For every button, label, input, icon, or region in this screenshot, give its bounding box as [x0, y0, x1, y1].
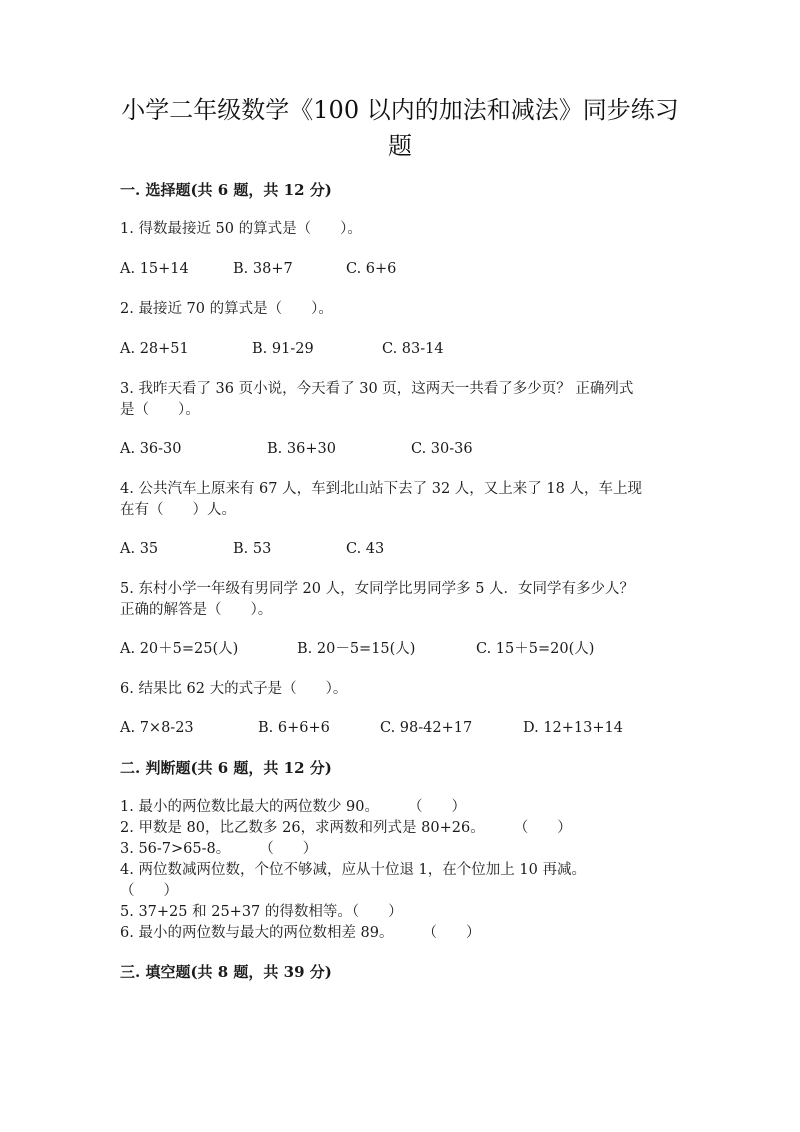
question-5-option-a: A. 20＋5=25(人) — [120, 641, 239, 657]
question-6-option-d: D. 12+13+14 — [523, 720, 623, 736]
question-1-text: 1. 得数最接近 50 的算式是（ ）。 — [120, 221, 362, 237]
question-3-option-b: B. 36+30 — [267, 441, 336, 457]
question-5-option-c: C. 15＋5=20(人) — [476, 641, 595, 657]
question-2-option-a: A. 28+51 — [120, 341, 189, 357]
section-heading-judgement: 二. 判断题(共 6 题，共 12 分) — [120, 759, 332, 777]
judgement-item-4: 4. 两位数减两位数，个位不够减，应从十位退 1，在个位加上 10 再减。 — [120, 862, 586, 878]
question-2-text: 2. 最接近 70 的算式是（ ）。 — [120, 301, 333, 317]
question-3-text-line-2: 是（ ）。 — [120, 402, 200, 418]
question-3-option-c: C. 30-36 — [411, 441, 473, 457]
question-5-text-line-1: 5. 东村小学一年级有男同学 20 人，女同学比男同学多 5 人．女同学有多少人？ — [120, 581, 635, 597]
question-1-option-b: B. 38+7 — [233, 261, 293, 277]
question-4-text-line-2: 在有（ ）人。 — [120, 502, 236, 518]
question-6-option-c: C. 98-42+17 — [380, 720, 473, 736]
section-heading-fill-blank: 三. 填空题(共 8 题，共 39 分) — [120, 963, 332, 981]
question-6-text: 6. 结果比 62 大的式子是（ ）。 — [120, 681, 348, 697]
judgement-item-5: 5. 37+25 和 25+37 的得数相等。（ ） — [120, 904, 403, 920]
title-line-1: 小学二年级数学《100 以内的加法和减法》同步练习 — [121, 96, 679, 124]
document-title — [100, 92, 700, 164]
judgement-item-1: 1. 最小的两位数比最大的两位数少 90。 （ ） — [120, 799, 467, 815]
title-line-2: 题 — [388, 132, 412, 160]
question-3-option-a: A. 36-30 — [120, 441, 182, 457]
judgement-item-2: 2. 甲数是 80，比乙数多 26，求两数和列式是 80+26。 （ ） — [120, 820, 572, 836]
judgement-item-6: 6. 最小的两位数与最大的两位数相差 89。 （ ） — [120, 925, 481, 941]
question-5-option-b: B. 20－5=15(人) — [297, 641, 416, 657]
question-2-option-b: B. 91-29 — [252, 341, 314, 357]
judgement-item-4-bracket: （ ） — [120, 883, 178, 899]
question-4-option-b: B. 53 — [233, 541, 272, 557]
question-1-option-a: A. 15+14 — [120, 261, 189, 277]
question-3-text-line-1: 3. 我昨天看了 36 页小说，今天看了 30 页，这两天一共看了多少页？ 正确列式 — [120, 381, 634, 397]
question-5-text-line-2: 正确的解答是（ ）。 — [120, 602, 273, 618]
question-6-option-b: B. 6+6+6 — [258, 720, 330, 736]
question-1-option-c: C. 6+6 — [346, 261, 397, 277]
question-2-option-c: C. 83-14 — [382, 341, 444, 357]
question-6-option-a: A. 7×8-23 — [120, 720, 194, 736]
question-4-option-c: C. 43 — [346, 541, 385, 557]
judgement-item-3: 3. 56-7>65-8。 （ ） — [120, 841, 318, 857]
section-heading-choice: 一. 选择题(共 6 题，共 12 分) — [120, 181, 332, 199]
question-4-text-line-1: 4. 公共汽车上原来有 67 人，车到北山站下去了 32 人，又上来了 18 人，车上现 — [120, 481, 642, 497]
question-4-option-a: A. 35 — [120, 541, 159, 557]
